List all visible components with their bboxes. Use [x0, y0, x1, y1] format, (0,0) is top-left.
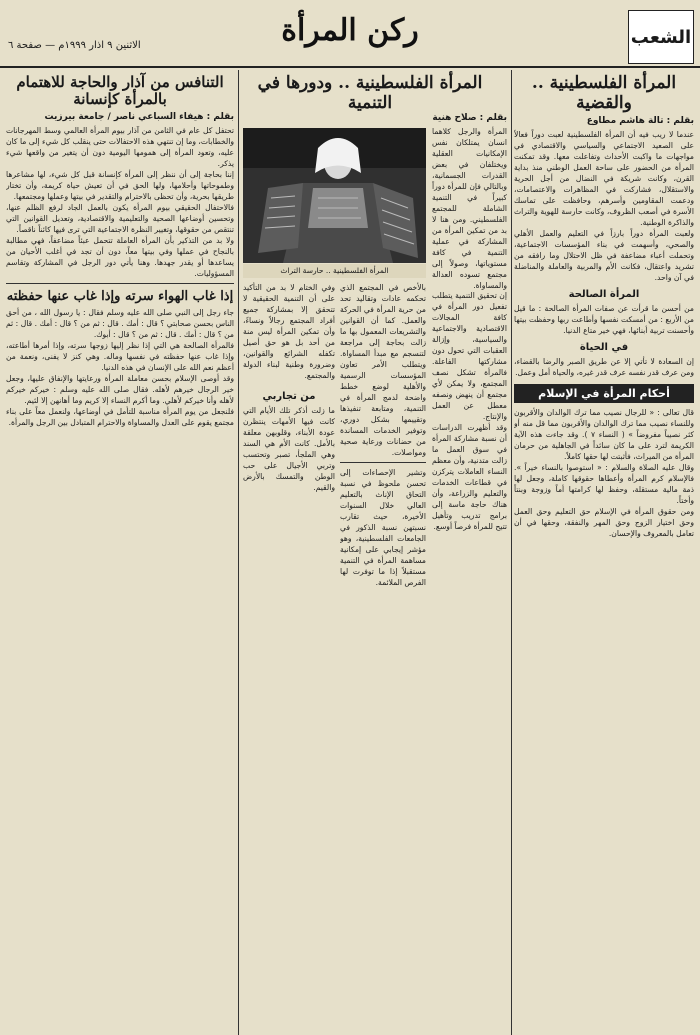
newspaper-logo — [628, 10, 694, 64]
center-byline: بقلم : صلاح هنية — [432, 113, 507, 123]
center-headline: المرأة الفلسطينية .. ودورها في التنمية — [257, 73, 483, 113]
center-subheading: من تجاربي — [262, 391, 316, 402]
masthead — [0, 0, 700, 68]
column-divider — [511, 70, 512, 1035]
center-col-2 — [340, 282, 426, 1035]
left-byline: بقلم : هيفاء السباعي ناصر / جامعة بيرزيت — [44, 111, 234, 122]
center-paragraph: بالأخص في المجتمع الذي تحكمه عادات وتقاليد تحد من حرية المرأة في الحركة والعمل. كما أن القوانين والتشريعات المعمول بها ما زالت بحاجة إلى مراجعة لتنسجم مع مبدأ المساواة. ويتطلب الأمر تعاون المؤسسات الرسمية والأهلية لوضع خطط واضحة لدمج المرأة في التنمية، ومتابعة تنفيذها وتقييمها بشكل دوري، وتوفير الخدمات المساندة من حضانات ورعاية صحية ومواصلات. — [340, 283, 426, 457]
right-article — [514, 70, 694, 1035]
center-paragraph: إن تحقيق التنمية يتطلب تفعيل دور المرأة في كافة المجالات الاقتصادية والاجتماعية والسياسية، وإزالة العقبات التي تحول دون مشاركتها الفاعلة. فالمرأة تشكل نصف المجتمع، ولا يمكن لأي مجتمع أن ينهض ونصفه معطل عن العمل والإنتاج. — [432, 291, 507, 421]
center-paragraph: وفي الختام لا بد من التأكيد على أن التنمية الحقيقية لا تتحقق إلا بمشاركة جميع أفراد المجتمع رجالاً ونساءً، وأن تمكين المرأة ليس منة من أحد بل هو حق أصيل تكفله الشرائع والقوانين، وضرورة وطنية لبناء الدولة والمجتمع. — [243, 283, 335, 380]
center-paragraph: وقد أظهرت الدراسات أن نسبة مشاركة المرأة في سوق العمل ما زالت متدنية، وأن معظم النساء العاملات يتركزن في قطاعات الخدمات والتعليم والزراعة، وأن هناك حاجة ماسة إلى برامج تدريب وتأهيل تتيح للمرأة فرصاً أوسع. — [432, 423, 507, 531]
right-paragraph: عندما لا ريب فيه أن المرأة الفلسطينية لعبت دوراً فعالاً على الصعيد الاجتماعي والسياسي والاقتصادي في مواجهات ما واكبت الأحداث وتفاعلت معها. وقد تمكنت المرأة من الحضور على ساحة العمل الوطني منذ بداية القرن، وكانت شريكة في النضال من أجل الحرية والاستقلال، فشاركت في المظاهرات والاعتصامات، ودعمت المقاومين وأسرهم، وحافظت على تماسك الأسرة في أصعب الظروف، وكانت حارسة للهوية والتراث والذاكرة الوطنية. — [514, 130, 694, 228]
right-subheading: في الحياة — [579, 342, 629, 354]
right-subheading: المرأة الصالحة — [568, 289, 640, 301]
center-col-1 — [432, 290, 507, 1035]
center-paragraph: المرأة والرجل كلاهما انسان يمتلكان نفس الإمكانيات العقلية ويختلفان في بعض القدرات الجسمانية، وبالتالي فإن للمرأة دوراً كبيراً في التنمية الشاملة للمجتمع الفلسطيني. ومن هنا لا بد من تمكين المرأة من المشاركة في عملية التنمية في كافة مستوياتها، وصولاً إلى مجتمع تسوده العدالة والمساواة. — [432, 127, 507, 290]
right-headline: المرأة الفلسطينية .. والقضية — [531, 73, 677, 113]
left-paragraph: فالمرأة الصالحة هي التي إذا نظر إليها زوجها سرته، وإذا أمرها أطاعته، وإذا غاب عنها حفظته في نفسها وماله. وهي كنز لا يفنى، ونعمة من أعظم نعم الله على الإنسان في هذه الدنيا. — [6, 341, 234, 373]
left-headline-2: إذا غاب الهواء سرته وإذا غاب عنها حفظته — [6, 288, 234, 304]
photo-caption: المرأة الفلسطينية .. حارسة التراث — [243, 264, 426, 278]
issue-date: الاثنين ٩ اذار ١٩٩٩م — صفحة ٦ — [8, 40, 141, 51]
left-paragraph: ولا بد من التذكير بأن المرأة العاملة تتحمل عبئاً مضاعفاً، فهي مطالبة بالنجاح في عملها وفي بيتها معاً، دون أن تجد في أغلب الأحيان من يساعدها أو يقدر جهدها. وهنا يأتي دور الرجل في المشاركة وتقاسم المسؤوليات. — [6, 235, 234, 278]
center-paragraph: ما زلت أذكر تلك الأيام التي كانت فيها الأمهات ينتظرن عودة الأبناء، وقلوبهن معلقة بالأمل. كانت الأم هي السند وهي الملجأ، تصبر وتحتسب وتربي الأجيال على حب الوطن والتمسك بالأرض والقيم. — [243, 406, 335, 492]
right-paragraph: قال تعالى : « للرجال نصيب مما ترك الوالدان والأقربون وللنساء نصيب مما ترك الوالدان والأقربون مما قل منه أو كثر نصيباً مفروضاً » ( النساء ٧ ). وقد جاءت هذه الآية الكريمة لترد على ما كان سائداً في الجاهلية من حرمان المرأة من الميراث، فأثبتت لها حقها كاملاً. — [514, 408, 694, 462]
right-paragraph: من أحسن ما قرأت عن صفات المرأة الصالحة : ما قيل من الأربع : من أمسكت نفسها وأطاعت ربها وحفظت بيتها وأحسنت تربية أبنائها، فهي خير متاع الدنيا. — [514, 304, 694, 336]
masthead-rule — [0, 66, 700, 68]
left-paragraph: فلنجعل من يوم المرأة مناسبة للتأمل في أوضاعها، ولنعمل معاً على بناء مجتمع يقوم على العدل والمساواة والاحترام المتبادل بين الرجل والمرأة. — [6, 407, 234, 428]
left-paragraph: فالاحتفال الحقيقي بيوم المرأة يكون بالعمل الجاد لرفع الظلم عنها، وتحسين أوضاعها الصحية والتعليمية والاقتصادية، وتعديل القوانين التي تنتقص من حقوقها، وتغيير النظرة الاجتماعية التي ترى فيها كائناً ناقصاً. — [6, 202, 234, 234]
right-byline: بقلم : تالة هاشم مطاوع — [586, 116, 694, 127]
left-paragraph: تحتفل كل عام في الثامن من آذار بيوم المرأة العالمي وسط المهرجانات والخطابات، وما إن تنتهي هذه الاحتفالات حتى ينقلب كل شيء إلى ما كان عليه، وتعود المرأة إلى همومها اليومية دون أن يتغير من واقعها شيء يذكر. — [6, 125, 234, 168]
left-article — [6, 70, 234, 1035]
right-paragraph: إن السعادة لا تأتي إلا عن طريق الصبر والرضا بالقضاء، ومن عرف قدر نفسه عرف قدر غيره، والحياة أمل وعمل. — [514, 357, 694, 378]
center-col-3 — [243, 282, 335, 1035]
logo-text: الشعب — [630, 26, 692, 48]
column-divider — [238, 70, 239, 1035]
islam-box-heading: أحكام المرأة في الإسلام — [514, 384, 694, 403]
left-paragraph: إننا بحاجة إلى أن ننظر إلى المرأة كإنسانة قبل كل شيء، لها مشاعرها وطموحاتها وأحلامها، ولها الحق في أن تعيش حياة كريمة، وأن تختار طريقها بحرية، وأن تحظى بالاحترام والتقدير في بيتها وعملها ومجتمعها. — [6, 169, 234, 201]
left-paragraph: جاء رجل إلى النبي صلى الله عليه وسلم فقال : يا رسول الله ، من أحق الناس بحسن صحابتي ؟ قال : أمك . قال : ثم من ؟ قال : أمك . قال : ثم من ؟ قال : أمك . قال : ثم من ؟ قال : أبوك. — [6, 308, 234, 340]
section-title: ركن المرأة — [281, 13, 419, 48]
right-paragraph: وقال عليه الصلاة والسلام : « استوصوا بالنساء خيراً ». فالإسلام كرم المرأة وأعطاها حقوقها كاملة، وجعل لها ذمة مالية مستقلة، وحفظ لها كرامتها أماً وزوجة وبنتاً وأختاً. — [514, 463, 694, 506]
left-headline: التنافس من آذار والحاجة للاهتمام بالمرأة كإنسانة — [16, 73, 224, 109]
right-paragraph: ولعبت المرأة دوراً بارزاً في التعليم والعمل الأهلي والصحي، وأسهمت في بناء المؤسسات الاجتماعية، وتحملت أعباء مضاعفة في ظل الاحتلال وما رافقه من تشريد واعتقال، فكانت الأم والمربية والعاملة والمناضلة في آن واحد. — [514, 229, 694, 283]
woman-photo — [243, 128, 426, 263]
left-paragraph: وقد أوصى الإسلام بحسن معاملة المرأة ورعايتها والإنفاق عليها، وجعل خير الرجال خيرهم لأهله. فقال صلى الله عليه وسلم : خيركم خيركم لأهله وأنا خيركم لأهلي. وما أكرم النساء إلا كريم وما أهانهن إلا لئيم. — [6, 374, 234, 406]
center-paragraph: وتشير الإحصاءات إلى تحسن ملحوظ في نسبة التحاق الإناث بالتعليم العالي خلال السنوات الأخيرة، حيث تقارب نسبتهن نسبة الذكور في الجامعات الفلسطينية، وهو مؤشر إيجابي على إمكانية مساهمة المرأة في التنمية مستقبلاً إذا ما توفرت لها الفرص الملائمة. — [340, 468, 426, 587]
right-paragraph: ومن حقوق المرأة في الإسلام حق التعليم وحق العمل وحق اختيار الزوج وحق المهر والنفقة، وحقها في أن تعامل بالمعروف والإحسان. — [514, 507, 694, 539]
embroidered-dress-image — [243, 128, 426, 263]
